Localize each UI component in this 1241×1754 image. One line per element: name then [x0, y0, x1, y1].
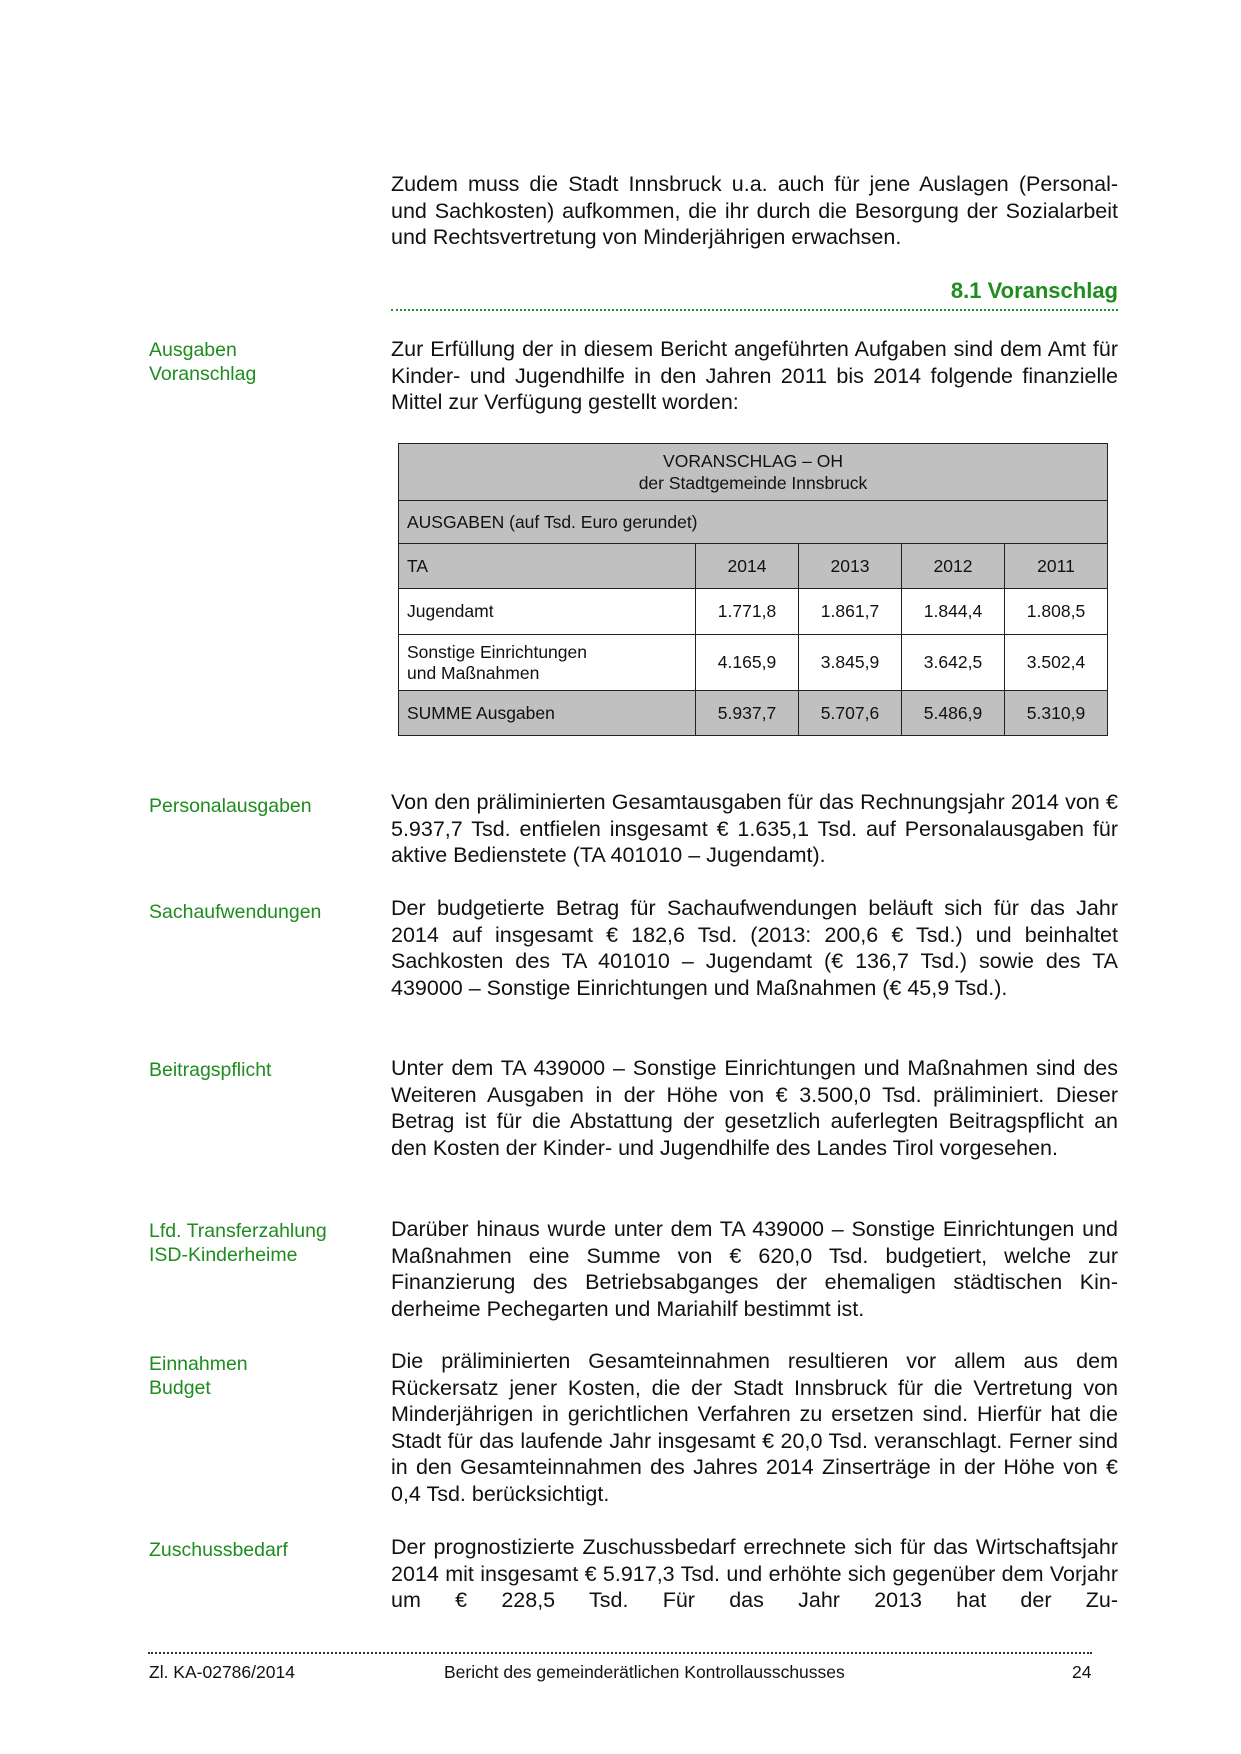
- table-header-2011: 2011: [1005, 544, 1108, 589]
- intro-paragraph: Zudem muss die Stadt Innsbruck u.a. auch für jene Auslagen (Personal- und Sachkosten) aufkommen, die ihr durch die Besorgung der Sozialarbeit und Rechtsvertretung von Minderjährigen erwachsen.: [391, 172, 1118, 249]
- paragraph-sachaufwendungen: Der budgetierte Betrag für Sachaufwendungen beläuft sich für das Jahr 2014 auf insgesamt € 182,6 Tsd. (2013: 200,6 € Tsd.) und beinhaltet Sachkosten des TA 401010 – Jugendamt (€ 136,7 Tsd.) sowie des TA 439000 – Sonstige Einrichtungen und Maßnahmen (€ 45,9 Tsd.).: [391, 896, 1118, 1000]
- table-row: [399, 589, 1108, 635]
- table-cell: 3.502,4: [1005, 635, 1108, 691]
- margin-label-personalausgaben: [149, 794, 379, 818]
- table-sum-row: [399, 691, 1108, 736]
- table-row-label-line: Sonstige Einrichtungen: [407, 641, 587, 662]
- table-row: [399, 635, 1108, 691]
- paragraph-transferzahlung: Darüber hinaus wurde unter dem TA 439000 – Sonstige Einrichtungen und Maßnahmen eine Summe von € 620,0 Tsd. budgetiert, welche zur Finanzierung des Betriebsabganges der ehemaligen städtischen Kinderheime Pechegarten und Mariahilf bestimmt ist.: [391, 1217, 1118, 1321]
- table-sum-cell: 5.937,7: [696, 691, 799, 736]
- margin-label-beitragspflicht: [149, 1058, 379, 1082]
- margin-label-line: Ausgaben: [149, 339, 237, 361]
- margin-label-line: Budget: [149, 1377, 211, 1399]
- table-sum-cell: 5.310,9: [1005, 691, 1108, 736]
- table-title-line2: der Stadtgemeinde Innsbruck: [638, 473, 868, 493]
- paragraph-zuschussbedarf: Der prognostizierte Zuschussbedarf errechnete sich für das Wirtschaftsjahr 2014 mit insgesamt € 5.917,3 Tsd. und erhöhte sich gegenüber dem Vorjahr um € 228,5 Tsd. Für das Jahr 2013 hat der Zu-: [391, 1535, 1118, 1612]
- table-header-ta: TA: [399, 544, 696, 589]
- margin-label-line: Personalausgaben: [149, 795, 312, 817]
- margin-label-line: Lfd. Transferzahlung: [149, 1220, 327, 1242]
- margin-label-transferzahlung: [149, 1219, 379, 1267]
- margin-label-line: Zuschussbedarf: [149, 1539, 288, 1561]
- table-cell: 3.845,9: [799, 635, 902, 691]
- paragraph-ausgaben-voranschlag: Zur Erfüllung der in diesem Bericht angeführten Aufgaben sind dem Amt für Kinder- und Jugendhilfe in den Jahren 2011 bis 2014 folgende finanzielle Mittel zur Verfügung gestellt worden:: [391, 337, 1118, 414]
- margin-label-line: Voranschlag: [149, 363, 257, 385]
- footer-reference: Zl. KA-02786/2014: [149, 1662, 295, 1682]
- margin-label-line: Beitragspflicht: [149, 1059, 272, 1081]
- margin-label-sachaufwendungen: [149, 900, 379, 924]
- table-header-2012: 2012: [902, 544, 1005, 589]
- table-sum-cell: 5.486,9: [902, 691, 1005, 736]
- table-sum-cell: 5.707,6: [799, 691, 902, 736]
- section-heading: 8.1 Voranschlag: [950, 278, 1118, 303]
- margin-label-zuschussbedarf: [149, 1538, 379, 1562]
- table-title: [399, 444, 1108, 501]
- table-cell: 1.844,4: [902, 589, 1005, 635]
- table-row-label: Jugendamt: [399, 589, 696, 635]
- budget-table: [398, 443, 1108, 736]
- table-row-label-line: und Maßnahmen: [407, 662, 540, 683]
- table-header-2014: 2014: [696, 544, 799, 589]
- table-cell: 4.165,9: [696, 635, 799, 691]
- table-cell: 1.808,5: [1005, 589, 1108, 635]
- table-cell: 1.771,8: [696, 589, 799, 635]
- table-row-label: [399, 635, 696, 691]
- table-sum-label: SUMME Ausgaben: [399, 691, 696, 736]
- table-header-row: [399, 544, 1108, 589]
- margin-label-line: ISD-Kinderheime: [149, 1244, 298, 1266]
- margin-label-line: Einnahmen: [149, 1353, 248, 1375]
- margin-label-line: Sachaufwendungen: [149, 901, 322, 923]
- footer-page-number: 24: [1072, 1662, 1092, 1682]
- section-divider: [391, 309, 1118, 311]
- paragraph-personalausgaben: Von den präliminierten Gesamtausgaben für das Rechnungsjahr 2014 von € 5.937,7 Tsd. entfielen insgesamt € 1.635,1 Tsd. auf Personalausgaben für aktive Bedienstete (TA 401010 – Jugendamt).: [391, 790, 1118, 867]
- paragraph-einnahmen-budget: Die präliminierten Gesamteinnahmen resultieren vor allem aus dem Rückersatz jener Kosten, die der Stadt Innsbruck für die Vertretung von Minderjährigen in gerichtlichen Verfahren zu ersetzen sind. Hierfür hat die Stadt für das laufende Jahr insgesamt € 20,0 Tsd. veranschlagt. Ferner sind in den Gesamteinnahmen des Jahres 2014 Zinserträge in der Höhe von € 0,4 Tsd. berücksichtigt.: [391, 1349, 1118, 1506]
- table-cell: 3.642,5: [902, 635, 1005, 691]
- footer-divider: [148, 1652, 1092, 1654]
- margin-label-einnahmen-budget: [149, 1352, 379, 1400]
- table-title-line1: VORANSCHLAG – OH: [663, 451, 843, 471]
- margin-label-ausgaben-voranschlag: [149, 338, 379, 386]
- table-header-2013: 2013: [799, 544, 902, 589]
- footer-title: Bericht des gemeinderätlichen Kontrollausschusses: [444, 1662, 845, 1682]
- paragraph-beitragspflicht: Unter dem TA 439000 – Sonstige Einrichtungen und Maßnahmen sind des Weiteren Ausgaben in der Höhe von € 3.500,0 Tsd. präliminiert. Dieser Betrag ist für die Abstattung der gesetzlich auferlegten Beitragspflicht an den Kosten der Kinder- und Jugendhilfe des Landes Tirol vorgesehen.: [391, 1056, 1118, 1160]
- table-subtitle: AUSGABEN (auf Tsd. Euro gerundet): [399, 501, 1108, 544]
- table-cell: 1.861,7: [799, 589, 902, 635]
